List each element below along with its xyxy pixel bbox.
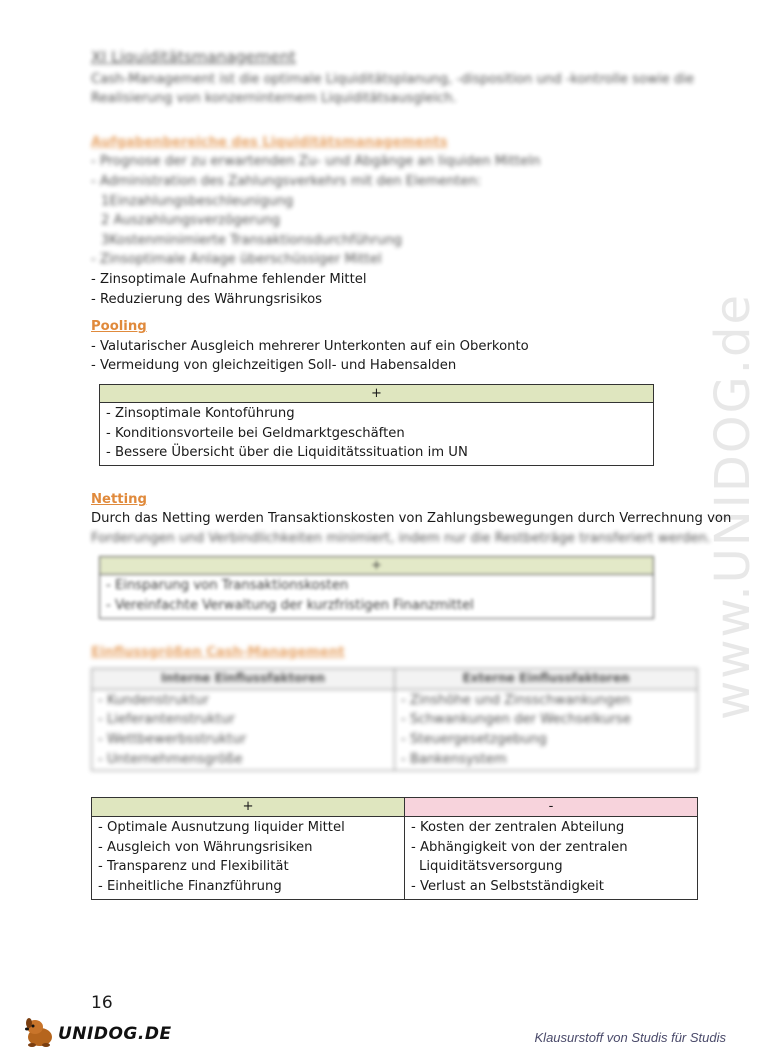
unidog-logo — [22, 1015, 172, 1049]
list-item: 3Kostenminimierte Transaktionsdurchführung — [101, 232, 403, 248]
table-cell: - Steuergesetzgebung — [401, 732, 547, 748]
table-cell: - Lieferantenstruktur — [98, 712, 235, 728]
table-cell: - Wettbewerbsstruktur — [98, 732, 247, 748]
table-cell: - Unternehmensgröße — [98, 751, 243, 767]
section-heading-pooling: Pooling — [91, 319, 147, 335]
table-cell: - Schwankungen der Wechselkurse — [401, 712, 631, 728]
section-heading-einfluss: Einflussgrößen Cash-Management — [91, 644, 345, 660]
list-item: - Zinsoptimale Anlage überschüssiger Mittel — [91, 252, 382, 268]
list-item: - Zinsoptimale Aufnahme fehlender Mittel — [91, 271, 367, 287]
list-item: - Administration des Zahlungsverkehrs mit den Elementen: — [91, 173, 482, 189]
table-cell: - Bankensystem — [401, 751, 507, 767]
pro-item: - Einheitliche Finanzführung — [98, 879, 282, 894]
pros-header: + — [92, 798, 404, 817]
advantages-header: + — [100, 557, 653, 575]
list-item: - Reduzierung des Währungsrisikos — [91, 291, 323, 307]
table-header: Interne Einflussfaktoren — [92, 669, 394, 690]
logo-text: UNIDOG.DE — [58, 1024, 172, 1044]
footer-text: Klausurstoff von Studis für Studis — [534, 1030, 726, 1045]
intro-line: Cash-Management ist die optimale Liquiditätsplanung, -disposition und -kontrolle sowie die — [91, 71, 694, 87]
advantages-header: + — [100, 385, 653, 403]
cons-header: - — [404, 798, 697, 817]
dog-icon — [22, 1015, 62, 1049]
list-item: 1Einzahlungsbeschleunigung — [101, 193, 294, 209]
list-item: - Einsparung von Transaktionskosten — [106, 578, 349, 594]
paragraph-line: Durch das Netting werden Transaktionskosten von Zahlungsbewegungen durch Verrechnung von — [91, 511, 732, 527]
list-item: - Bessere Übersicht über die Liquiditätssituation im UN — [106, 445, 468, 461]
pro-item: - Optimale Ausnutzung liquider Mittel — [98, 820, 345, 836]
table-cell: - Kundenstruktur — [98, 692, 209, 708]
intro-line: Realisierung von konzerninternem Liquiditätsausgleich. — [91, 91, 457, 107]
influence-table — [91, 668, 698, 771]
con-item: Liquiditätsversorgung — [419, 859, 563, 875]
con-item: - Kosten der zentralen Abteilung — [411, 820, 625, 836]
list-item: - Zinsoptimale Kontoführung — [106, 405, 295, 421]
con-item: - Abhängigkeit von der zentralen — [411, 839, 628, 855]
section-heading-netting: Netting — [91, 491, 147, 507]
list-item: - Konditionsvorteile bei Geldmarktgeschäften — [106, 425, 405, 441]
page-title: XI Liquiditätsmanagement — [91, 48, 296, 66]
pooling-advantages-box — [99, 384, 654, 466]
list-item: - Vereinfachte Verwaltung der kurzfristigen Finanzmittel — [106, 598, 474, 614]
page-number: 16 — [91, 993, 113, 1013]
pro-item: - Ausgleich von Währungsrisiken — [98, 839, 313, 855]
page-content — [91, 48, 732, 900]
table-cell: - Zinshöhe und Zinsschwankungen — [401, 692, 631, 708]
list-item: - Prognose der zu erwartenden Zu- und Abgänge an liquiden Mitteln — [91, 154, 541, 170]
section-heading-aufgaben: Aufgabenbereiche des Liquiditätsmanagements — [91, 134, 448, 150]
list-item: - Vermeidung von gleichzeitigen Soll- und Habensalden — [91, 358, 457, 374]
watermark: www.UNIDOG.de — [705, 292, 761, 720]
paragraph-line: Forderungen und Verbindlichkeiten minimiert, indem nur die Restbeträge transferiert werden. — [91, 530, 711, 546]
pros-cons-table — [91, 797, 698, 899]
table-header: Externe Einflussfaktoren — [394, 669, 697, 690]
list-item: 2 Auszahlungsverzögerung — [101, 213, 281, 229]
con-item: - Verlust an Selbstständigkeit — [411, 879, 604, 894]
netting-advantages-box — [99, 556, 654, 618]
list-item: - Valutarischer Ausgleich mehrerer Unterkonten auf ein Oberkonto — [91, 338, 529, 354]
pro-item: - Transparenz und Flexibilität — [98, 859, 289, 875]
